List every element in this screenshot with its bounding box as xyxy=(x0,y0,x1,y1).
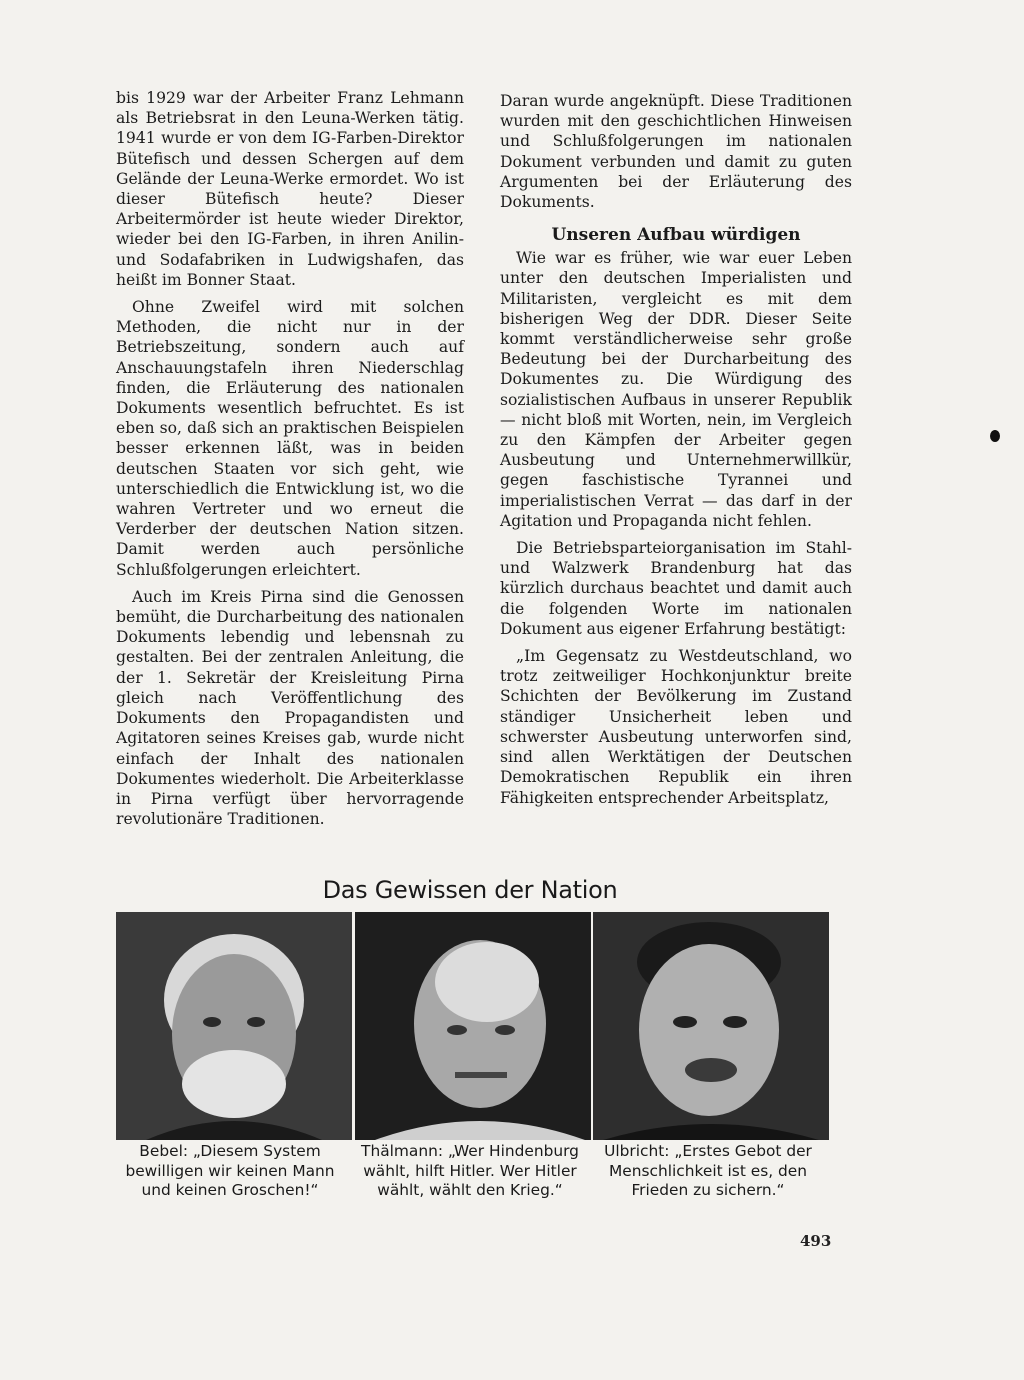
quote-paragraph: „Im Gegensatz zu Westdeutschland, wo trotz zeitweiliger Hochkonjunktur breite Schichten der Bevölkerung im Zustand ständiger Unsicherheit leben und schwerster Ausbeutung unterworfen sind, sind allen Werktätigen der Deutschen Demokratischen Republik ein ihren Fähigkeiten entsprechender Arbeitsplatz, xyxy=(500,647,852,807)
portrait-photo xyxy=(355,912,591,1140)
photo-caption: Bebel: „Diesem System bewilligen wir keinen Mann und keinen Groschen!“ xyxy=(125,1142,335,1199)
photo-caption: Thälmann: „Wer Hindenburg wählt, hilft Hitler. Wer Hitler wählt, wählt den Krieg.“ xyxy=(361,1142,579,1199)
paragraph: Daran wurde angeknüpft. Diese Traditionen wurden mit den geschichtlichen Hinweisen und Schlußfolgerungen im nationalen Dokument verbunden und damit zu guten Argumenten bei der Erläuterung des Dokuments. xyxy=(500,92,852,212)
right-column xyxy=(500,91,852,815)
subheading: Unseren Aufbau würdigen xyxy=(551,225,801,246)
paragraph: Ohne Zweifel wird mit solchen Methoden, die nicht nur in der Betriebszeitung, sondern auch auf Anschauungstafeln ihren Niederschlag finden, die Erläuterung des nationalen Dokuments wesentlich befruchtet. Es ist eben so, daß sich an praktischen Beispielen besser erkennen läßt, was in beiden deutschen Staaten vor sich geht, wie unterschiedlich die Entwicklung ist, wo die wahren Vertreter und wo erneut die Verderber der deutschen Nation sitzen. Damit werden auch persönliche Schlußfolgerungen erleichtert. xyxy=(116,298,464,579)
portrait-photo xyxy=(116,912,352,1140)
page-number: 493 xyxy=(800,1232,832,1250)
paragraph: bis 1929 war der Arbeiter Franz Lehmann als Betriebsrat in den Leuna-Werken tätig. 1941 wurde er von dem IG-Farben-Direktor Bütefisch und dessen Schergen auf dem Gelände der Leuna-Werke ermordet. Wo ist dieser Bütefisch heute? Dieser Arbeitermörder ist heute wieder Direktor, wieder bei den IG-Farben, in ihren Anilin- und Sodafabriken in Ludwigshafen, das heißt im Bonner Staat. xyxy=(116,89,464,289)
photo-caption: Ulbricht: „Erstes Gebot der Menschlichkeit ist es, den Frieden zu sichern.“ xyxy=(604,1142,812,1199)
section-title: Das Gewissen der Nation xyxy=(322,876,618,904)
paragraph: Die Betriebsparteiorganisation im Stahl- und Walzwerk Brandenburg hat das kürzlich durchaus beachtet und damit auch die folgenden Worte im nationalen Dokument aus eigener Erfahrung bestätigt: xyxy=(500,539,852,638)
left-column xyxy=(116,88,464,836)
ink-spot xyxy=(990,430,1000,442)
portrait-photo xyxy=(593,912,829,1140)
paragraph: Wie war es früher, wie war euer Leben unter den deutschen Imperialisten und Militaristen, vergleicht es mit dem bisherigen Weg der DDR. Dieser Seite kommt verständlicherweise sehr große Bedeutung bei der Durcharbeitung des Dokumentes zu. Die Würdigung des sozialistischen Aufbaus in unserer Republik — nicht bloß mit Worten, nein, im Vergleich zu den Kämpfen der Arbeiter gegen Ausbeutung und Unternehmerwillkür, gegen faschistische Tyrannei und imperialistischen Verrat — das darf in der Agitation und Propaganda nicht fehlen. xyxy=(500,249,852,530)
paragraph: Auch im Kreis Pirna sind die Genossen bemüht, die Durcharbeitung des nationalen Dokuments lebendig und lebensnah zu gestalten. Bei der zentralen Anleitung, die der 1. Sekretär der Kreisleitung Pirna gleich nach Veröffentlichung des Dokuments den Propagandisten und Agitatoren seines Kreises gab, wurde nicht einfach der Inhalt des nationalen Dokumentes wiederholt. Die Arbeiterklasse in Pirna verfügt über hervorragende revolutionäre Traditionen. xyxy=(116,587,464,829)
